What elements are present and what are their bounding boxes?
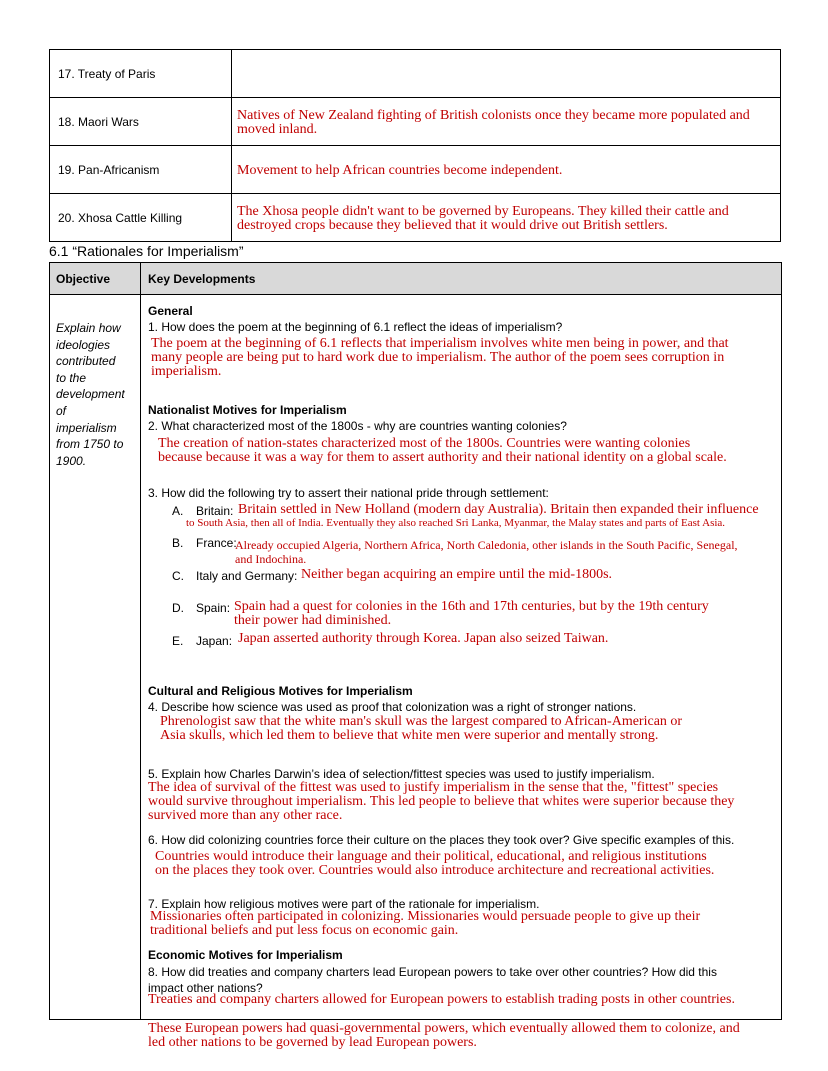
item-d-country: Spain: (196, 601, 231, 615)
item-d-answer: Spain had a quest for colonies in the 16th and 17th centuries, but by the 19th century (234, 599, 709, 614)
objective-line: to the (56, 370, 87, 385)
term-answer: Movement to help African countries become independent. (232, 146, 781, 194)
nationalist-heading: Nationalist Motives for Imperialism (148, 403, 347, 417)
column-divider (140, 262, 141, 1019)
table-row (50, 98, 781, 146)
key-developments-header: Key Developments (148, 272, 256, 286)
item-a-country: Britain: (196, 504, 234, 518)
term-answer: The Xhosa people didn't want to be governed by Europeans. They killed their cattle and destroyed crops because they believed that it would drive out British settlers. (232, 194, 781, 242)
term-answer (232, 50, 781, 98)
table-row (50, 50, 781, 98)
item-c-country: Italy and Germany: (196, 569, 298, 583)
answer-line: on the places they took over. Countries would also introduce architecture and recreational activities. (155, 863, 715, 878)
answer-line: imperialism. (151, 364, 222, 379)
item-b-label: B. (172, 536, 184, 550)
question-6: 6. How did colonizing countries force their culture on the places they took over? Give specific examples of this. (148, 833, 735, 847)
objective-text (56, 320, 125, 469)
answer-6 (155, 850, 714, 878)
objective-line: development (56, 387, 125, 402)
answer-line: The idea of survival of the fittest was used to justify imperialism in the sense that the, "fittest" species (148, 780, 719, 795)
item-a-answer-cont: to South Asia, then all of India. Eventually they also reached Sri Lanka, Myanmar, the Malay states and parts of East Asia. (186, 517, 726, 529)
item-d-label: D. (172, 601, 184, 615)
item-a-label: A. (172, 504, 184, 518)
item-b-answer-cont: and Indochina. (235, 552, 307, 566)
item-c-answer: Neither began acquiring an empire until the mid-1800s. (301, 567, 613, 582)
item-b-country: France: (196, 536, 237, 550)
answer-8-continued (148, 1022, 740, 1050)
answer-line: Phrenologist saw that the white man's skull was the largest compared to African-American or (160, 714, 683, 729)
objective-line: of (56, 403, 67, 418)
answer-line: These European powers had quasi-governmental powers, which eventually allowed them to colonize, and (148, 1021, 740, 1036)
question-line: 8. How did treaties and company charters lead European powers to take over other countries? How did this (148, 965, 717, 979)
answer-line: would survive throughout imperialism. This led people to believe that whites were superior because they (148, 794, 735, 809)
objective-line: imperialism (56, 420, 117, 435)
question-7: 7. Explain how religious motives were part of the rationale for imperialism. (148, 897, 540, 911)
objective-line: contributed (56, 354, 116, 369)
answer-line: because because it was a way for them to assert authority and their national identity on a global scale. (158, 450, 727, 465)
question-2: 2. What characterized most of the 1800s - why are countries wanting colonies? (148, 419, 567, 433)
question-5: 5. Explain how Charles Darwin’s idea of selection/fittest species was used to justify imperialism. (148, 767, 655, 781)
economic-heading: Economic Motives for Imperialism (148, 948, 343, 962)
answer-2 (158, 437, 727, 465)
item-e-label: E. (172, 634, 184, 648)
terms-table (49, 49, 781, 242)
item-a-answer: Britain settled in New Holland (modern day Australia). Britain then expanded their influence (238, 502, 759, 517)
item-d-answer-cont: their power had diminished. (234, 613, 392, 628)
objective-line: 1900. (56, 453, 87, 468)
question-1: 1. How does the poem at the beginning of 6.1 reflect the ideas of imperialism? (148, 320, 563, 334)
answer-line: Countries would introduce their language and their political, educational, and religious institutions (155, 849, 707, 864)
objective-line: ideologies (56, 337, 111, 352)
table-row (50, 194, 781, 242)
cultural-heading: Cultural and Religious Motives for Imperialism (148, 684, 413, 698)
item-e-answer: Japan asserted authority through Korea. Japan also seized Taiwan. (238, 631, 609, 646)
answer-4 (160, 715, 682, 743)
answer-line: traditional beliefs and put less focus on economic gain. (150, 923, 459, 938)
answer-line: The creation of nation-states characterized most of the 1800s. Countries were wanting colonies (158, 436, 691, 451)
item-b-answer: Already occupied Algeria, Northern Africa, North Caledonia, other islands in the South Pacific, Senegal, (235, 538, 738, 552)
answer-line: Asia skulls, which led them to believe that white men were superior and mentally strong. (160, 728, 659, 743)
question-3: 3. How did the following try to assert their national pride through settlement: (148, 486, 549, 500)
answer-line: led other nations to be governed by lead European powers. (148, 1035, 477, 1050)
objective-line: from 1750 to (56, 437, 124, 452)
answer-8-line-1: Treaties and company charters allowed for European powers to establish trading posts in other countries. (148, 992, 735, 1007)
item-e-country: Japan: (196, 634, 233, 648)
term-label: 18. Maori Wars (50, 98, 232, 146)
objective-header: Objective (56, 272, 111, 286)
answer-line: The poem at the beginning of 6.1 reflects that imperialism involves white men being in power, and that (151, 336, 729, 351)
question-4: 4. Describe how science was used as proof that colonization was a right of stronger nations. (148, 700, 637, 714)
answer-5 (148, 781, 734, 823)
item-c-label: C. (172, 569, 184, 583)
question-line: impact other nations? (148, 981, 263, 995)
term-label: 19. Pan-Africanism (50, 146, 232, 194)
answer-7 (150, 910, 700, 938)
answer-1 (151, 337, 729, 379)
term-label: 17. Treaty of Paris (50, 50, 232, 98)
answer-line: survived more than any other race. (148, 808, 343, 823)
objective-line: Explain how (56, 321, 121, 335)
term-answer: Natives of New Zealand fighting of British colonists once they became more populated and moved inland. (232, 98, 781, 146)
section-title: 6.1 “Rationales for Imperialism” (49, 243, 244, 259)
answer-line: Missionaries often participated in colonizing. Missionaries would persuade people to give up their (150, 909, 701, 924)
term-label: 20. Xhosa Cattle Killing (50, 194, 232, 242)
answer-line: many people are being put to hard work due to imperialism. The author of the poem sees corruption in (151, 350, 725, 365)
general-heading: General (148, 304, 193, 318)
table-row (50, 146, 781, 194)
